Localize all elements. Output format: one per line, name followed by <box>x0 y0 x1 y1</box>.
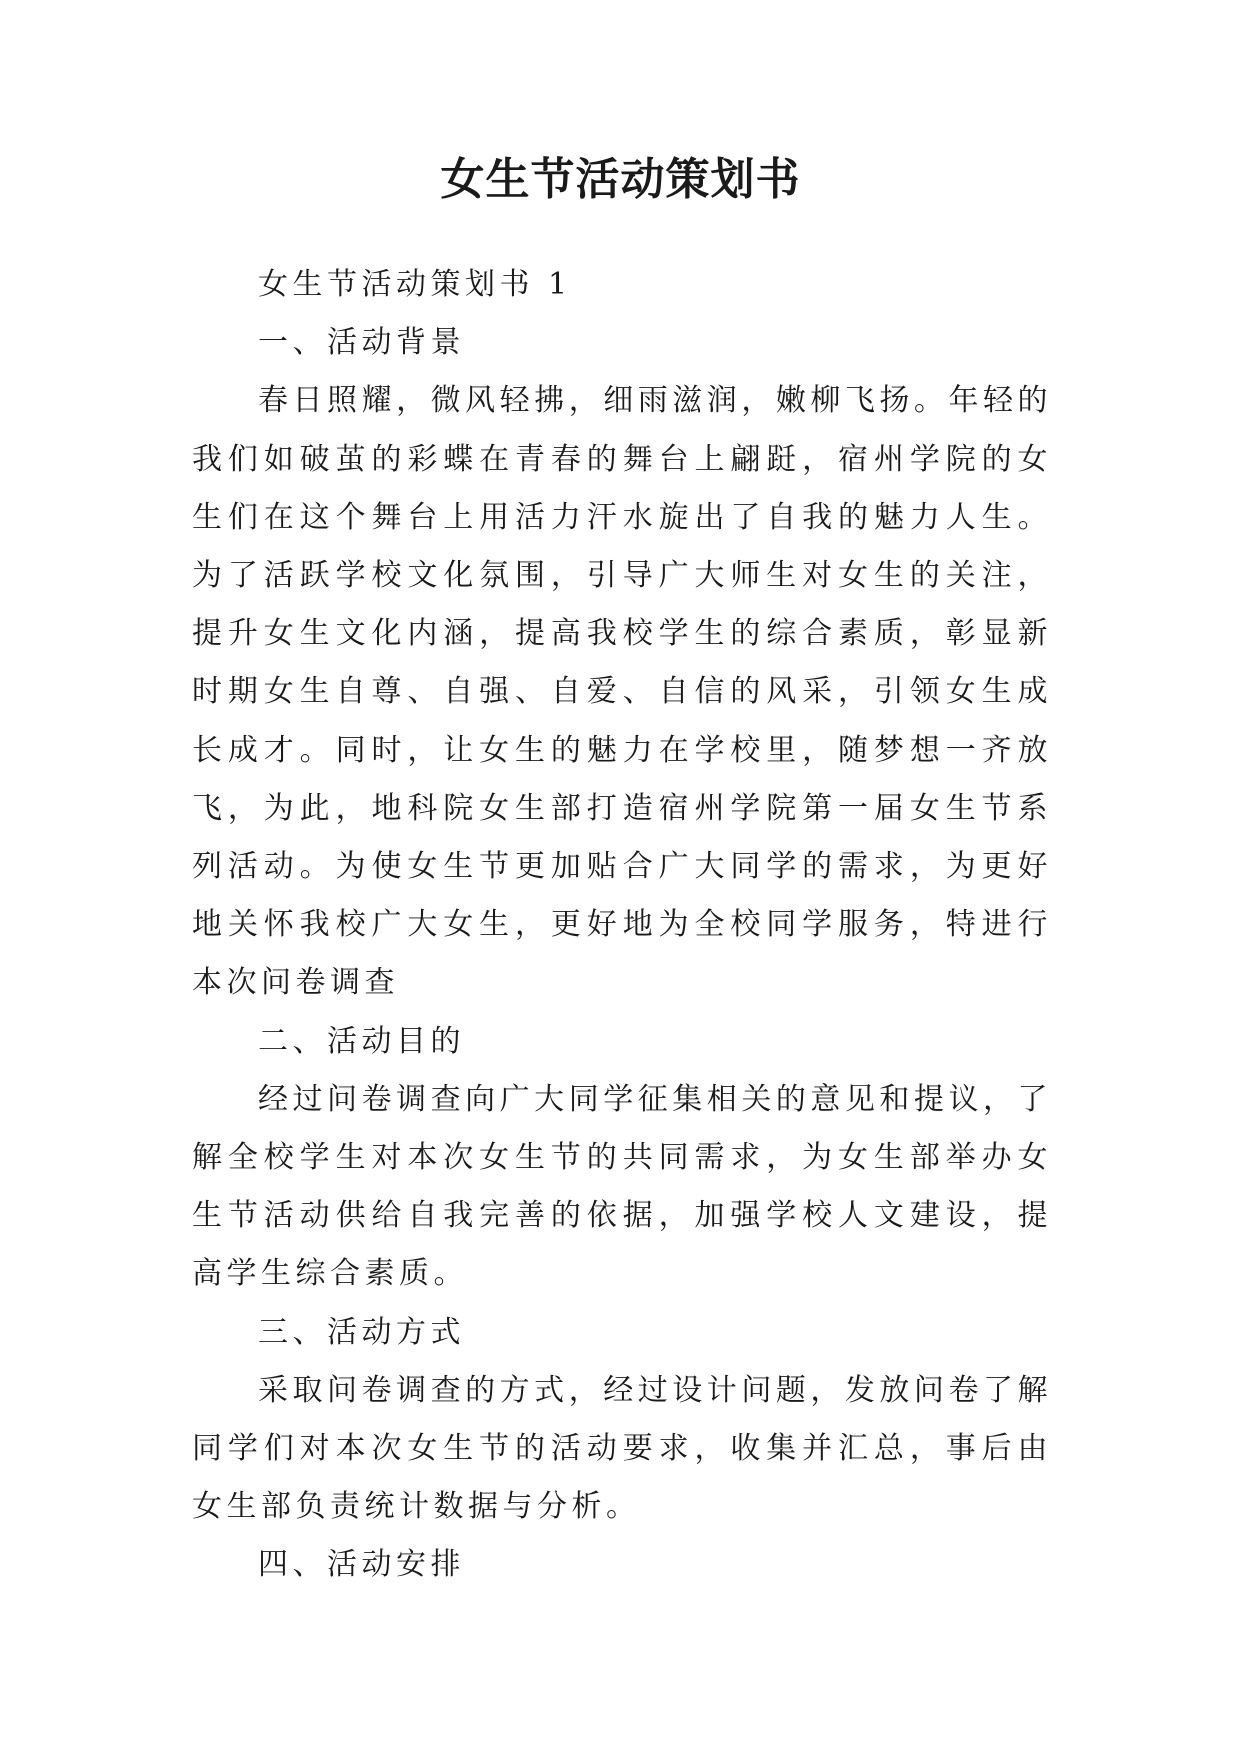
paragraph-method: 采取问卷调查的方式，经过设计问题，发放问卷了解同学们对本次女生节的活动要求，收集并汇总，事后由女生部负责统计数据与分析。 <box>192 1372 1052 1525</box>
section-heading-purpose: 二、活动目的 <box>258 1023 465 1059</box>
paragraph-purpose: 经过问卷调查向广大同学征集相关的意见和提议，了解全校学生对本次女生节的共同需求，为女生部举办女生节活动供给自我完善的依据，加强学校人文建设，提高学生综合素质。 <box>192 1081 1052 1292</box>
document-body <box>192 256 1052 1595</box>
paragraph-background: 春日照耀，微风轻拂，细雨滋润，嫩柳飞扬。年轻的我们如破茧的彩蝶在青春的舞台上翩跹，宿州学院的女生们在这个舞台上用活力汗水旋出了自我的魅力人生。为了活跃学校文化氛围，引导广大师生对女生的关注，提升女生文化内涵，提高我校学生的综合素质，彰显新时期女生自尊、自强、自爱、自信的风采，引领女生成长成才。同时，让女生的魅力在学校里，随梦想一齐放飞，为此，地科院女生部打造宿州学院第一届女生节系列活动。为使女生节更加贴合广大同学的需求，为更好地关怀我校广大女生，更好地为全校同学服务，特进行本次问卷调查 <box>192 383 1052 1001</box>
section-heading-plan-1: 女生节活动策划书 1 <box>258 267 572 302</box>
section-heading-method: 三、活动方式 <box>258 1314 465 1350</box>
document-title: 女生节活动策划书 <box>440 154 801 205</box>
section-heading-background: 一、活动背景 <box>258 325 465 361</box>
section-heading-arrangement: 四、活动安排 <box>258 1547 465 1583</box>
